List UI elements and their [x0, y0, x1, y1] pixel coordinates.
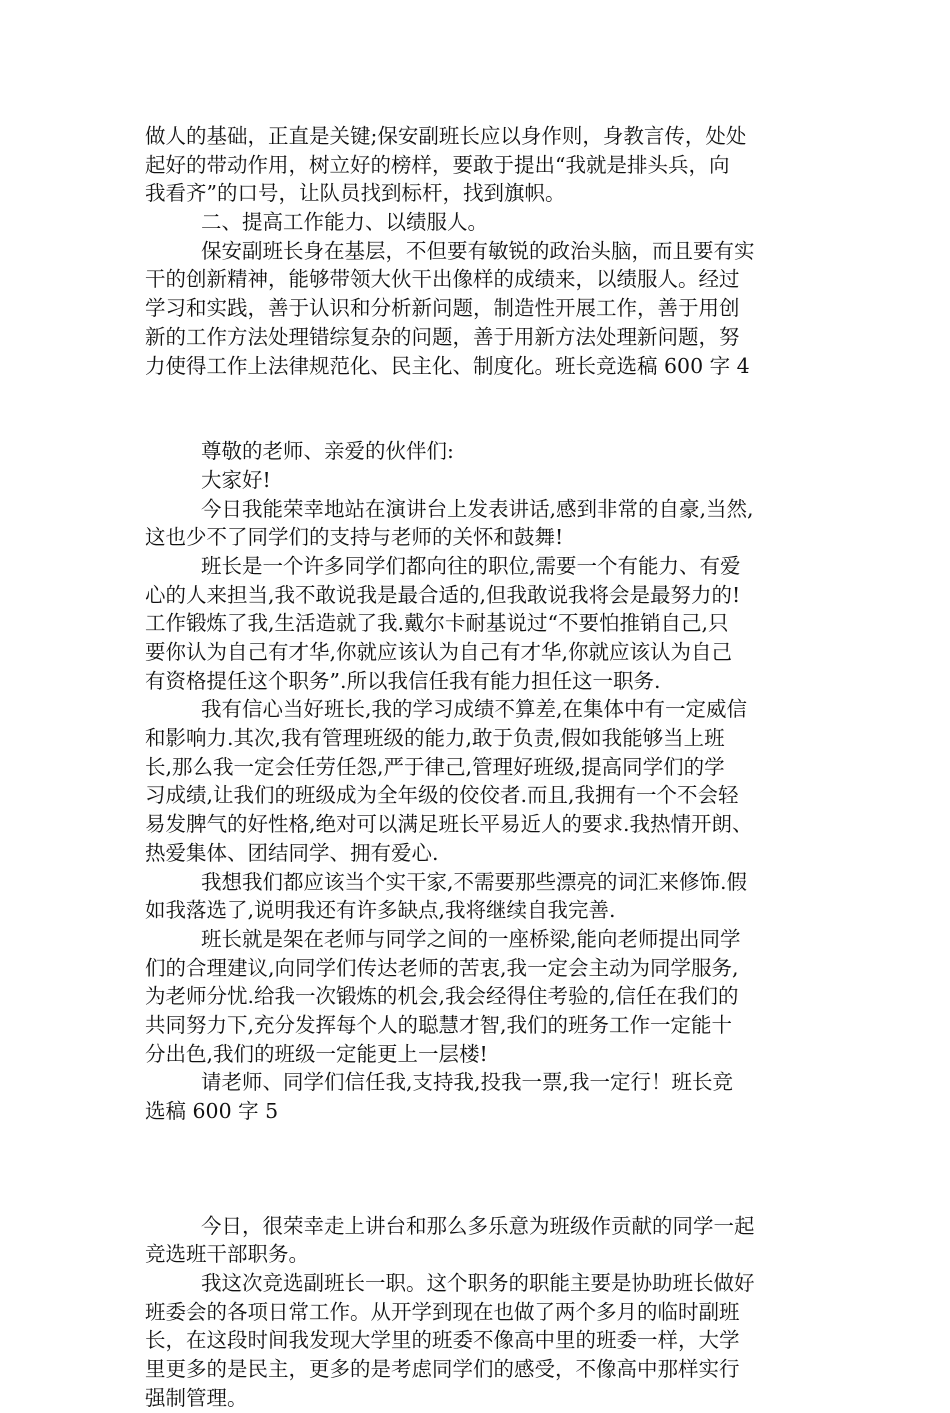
text-line: 这也少不了同学们的支持与老师的关怀和鼓舞! [145, 525, 564, 550]
text-line: 分出色,我们的班级一定能更上一层楼! [145, 1041, 488, 1066]
text-line: 我这次竞选副班长一职。这个职务的职能主要是协助班长做好 [201, 1271, 755, 1296]
text-line: 做人的基础，正直是关键;保安副班长应以身作则，身教言传，处处 [145, 124, 747, 148]
text-line: 班长是一个许多同学们都向往的职位,需要一个有能力、有爱 [201, 553, 741, 578]
text-line: 易发脾气的好性格,绝对可以满足班长平易近人的要求.我热情开朗、 [145, 812, 753, 837]
text-line: 起好的带动作用，树立好的榜样，要敢于提出“我就是排头兵，向 [145, 152, 730, 177]
spacer [145, 1126, 810, 1212]
text-line: 力使得工作上法律规范化、民主化、制度化。班长竞选稿 600 字 4 [145, 353, 750, 378]
text-line: 心的人来担当,我不敢说我是最合适的,但我敢说我将会是最努力的! [145, 582, 741, 607]
text-line: 长，在这段时间我发现大学里的班委不像高中里的班委一样，大学 [145, 1328, 740, 1353]
text-line: 们的合理建议,向同学们传达老师的苦衷,我一定会主动为同学服务, [145, 955, 739, 980]
text-line: 班委会的各项日常工作。从开学到现在也做了两个多月的临时副班 [145, 1299, 740, 1324]
text-line: 长,那么我一定会任劳任怨,严于律己,管理好班级,提高同学们的学 [145, 754, 725, 779]
text-line: 学习和实践，善于认识和分析新问题，制造性开展工作，善于用创 [145, 296, 740, 321]
text-line: 热爱集体、团结同学、拥有爱心. [145, 840, 439, 865]
text-line: 干的创新精神，能够带领大伙干出像样的成绩来，以绩服人。经过 [145, 267, 740, 292]
text-line: 有资格提任这个职务”.所以我信任我有能力担任这一职务. [145, 668, 661, 693]
text-line: 保安副班长身在基层，不但要有敏锐的政治头脑，而且要有实 [201, 238, 755, 263]
text-line: 我想我们都应该当个实干家,不需要那些漂亮的词汇来修饰.假 [201, 869, 748, 894]
text-line: 今日，很荣幸走上讲台和那么多乐意为班级作贡献的同学一起 [201, 1213, 755, 1238]
text-line: 工作锻炼了我,生活造就了我.戴尔卡耐基说过“不要怕推销自己,只 [145, 611, 729, 636]
spacer [145, 380, 810, 437]
section-2 [145, 437, 810, 1126]
text-line: 里更多的是民主，更多的是考虑同学们的感受，不像高中那样实行 [145, 1357, 740, 1382]
text-line: 请老师、同学们信任我,支持我,投我一票,我一定行！班长竞 [201, 1070, 734, 1095]
text-line: 我有信心当好班长,我的学习成绩不算差,在集体中有一定威信 [201, 697, 748, 722]
text-line: 共同努力下,充分发挥每个人的聪慧才智,我们的班务工作一定能十 [145, 1012, 733, 1037]
text-line: 竞选班干部职务。 [145, 1242, 309, 1267]
text-line: 我看齐”的口号，让队员找到标杆，找到旗帜。 [145, 181, 566, 206]
text-line: 如我落选了,说明我还有许多缺点,我将继续自我完善. [145, 898, 616, 923]
text-line: 为老师分忧.给我一次锻炼的机会,我会经得住考验的,信任在我们的 [145, 984, 739, 1009]
text-line: 今日我能荣幸地站在演讲台上发表讲话,感到非常的自豪,当然, [201, 496, 754, 521]
text-line: 新的工作方法处理错综复杂的问题，善于用新方法处理新问题，努 [145, 324, 740, 349]
section-3 [145, 1212, 810, 1413]
greeting: 尊敬的老师、亲爱的伙伴们: [201, 439, 454, 464]
text-line: 和影响力.其次,我有管理班级的能力,敢于负责,假如我能够当上班 [145, 726, 725, 751]
text-line: 班长就是架在老师与同学之间的一座桥梁,能向老师提出同学 [201, 926, 741, 951]
text-line: 选稿 600 字 5 [145, 1099, 279, 1123]
section-heading: 二、提高工作能力、以绩服人。 [201, 210, 488, 235]
text-line: 习成绩,让我们的班级成为全年级的佼佼者.而且,我拥有一个不会轻 [145, 783, 739, 808]
salutation: 大家好! [201, 467, 271, 492]
document-page [145, 122, 810, 1413]
text-line: 要你认为自己有才华,你就应该认为自己有才华,你就应该认为自己 [145, 640, 733, 664]
section-1 [145, 122, 810, 380]
text-line: 强制管理。 [145, 1385, 248, 1410]
